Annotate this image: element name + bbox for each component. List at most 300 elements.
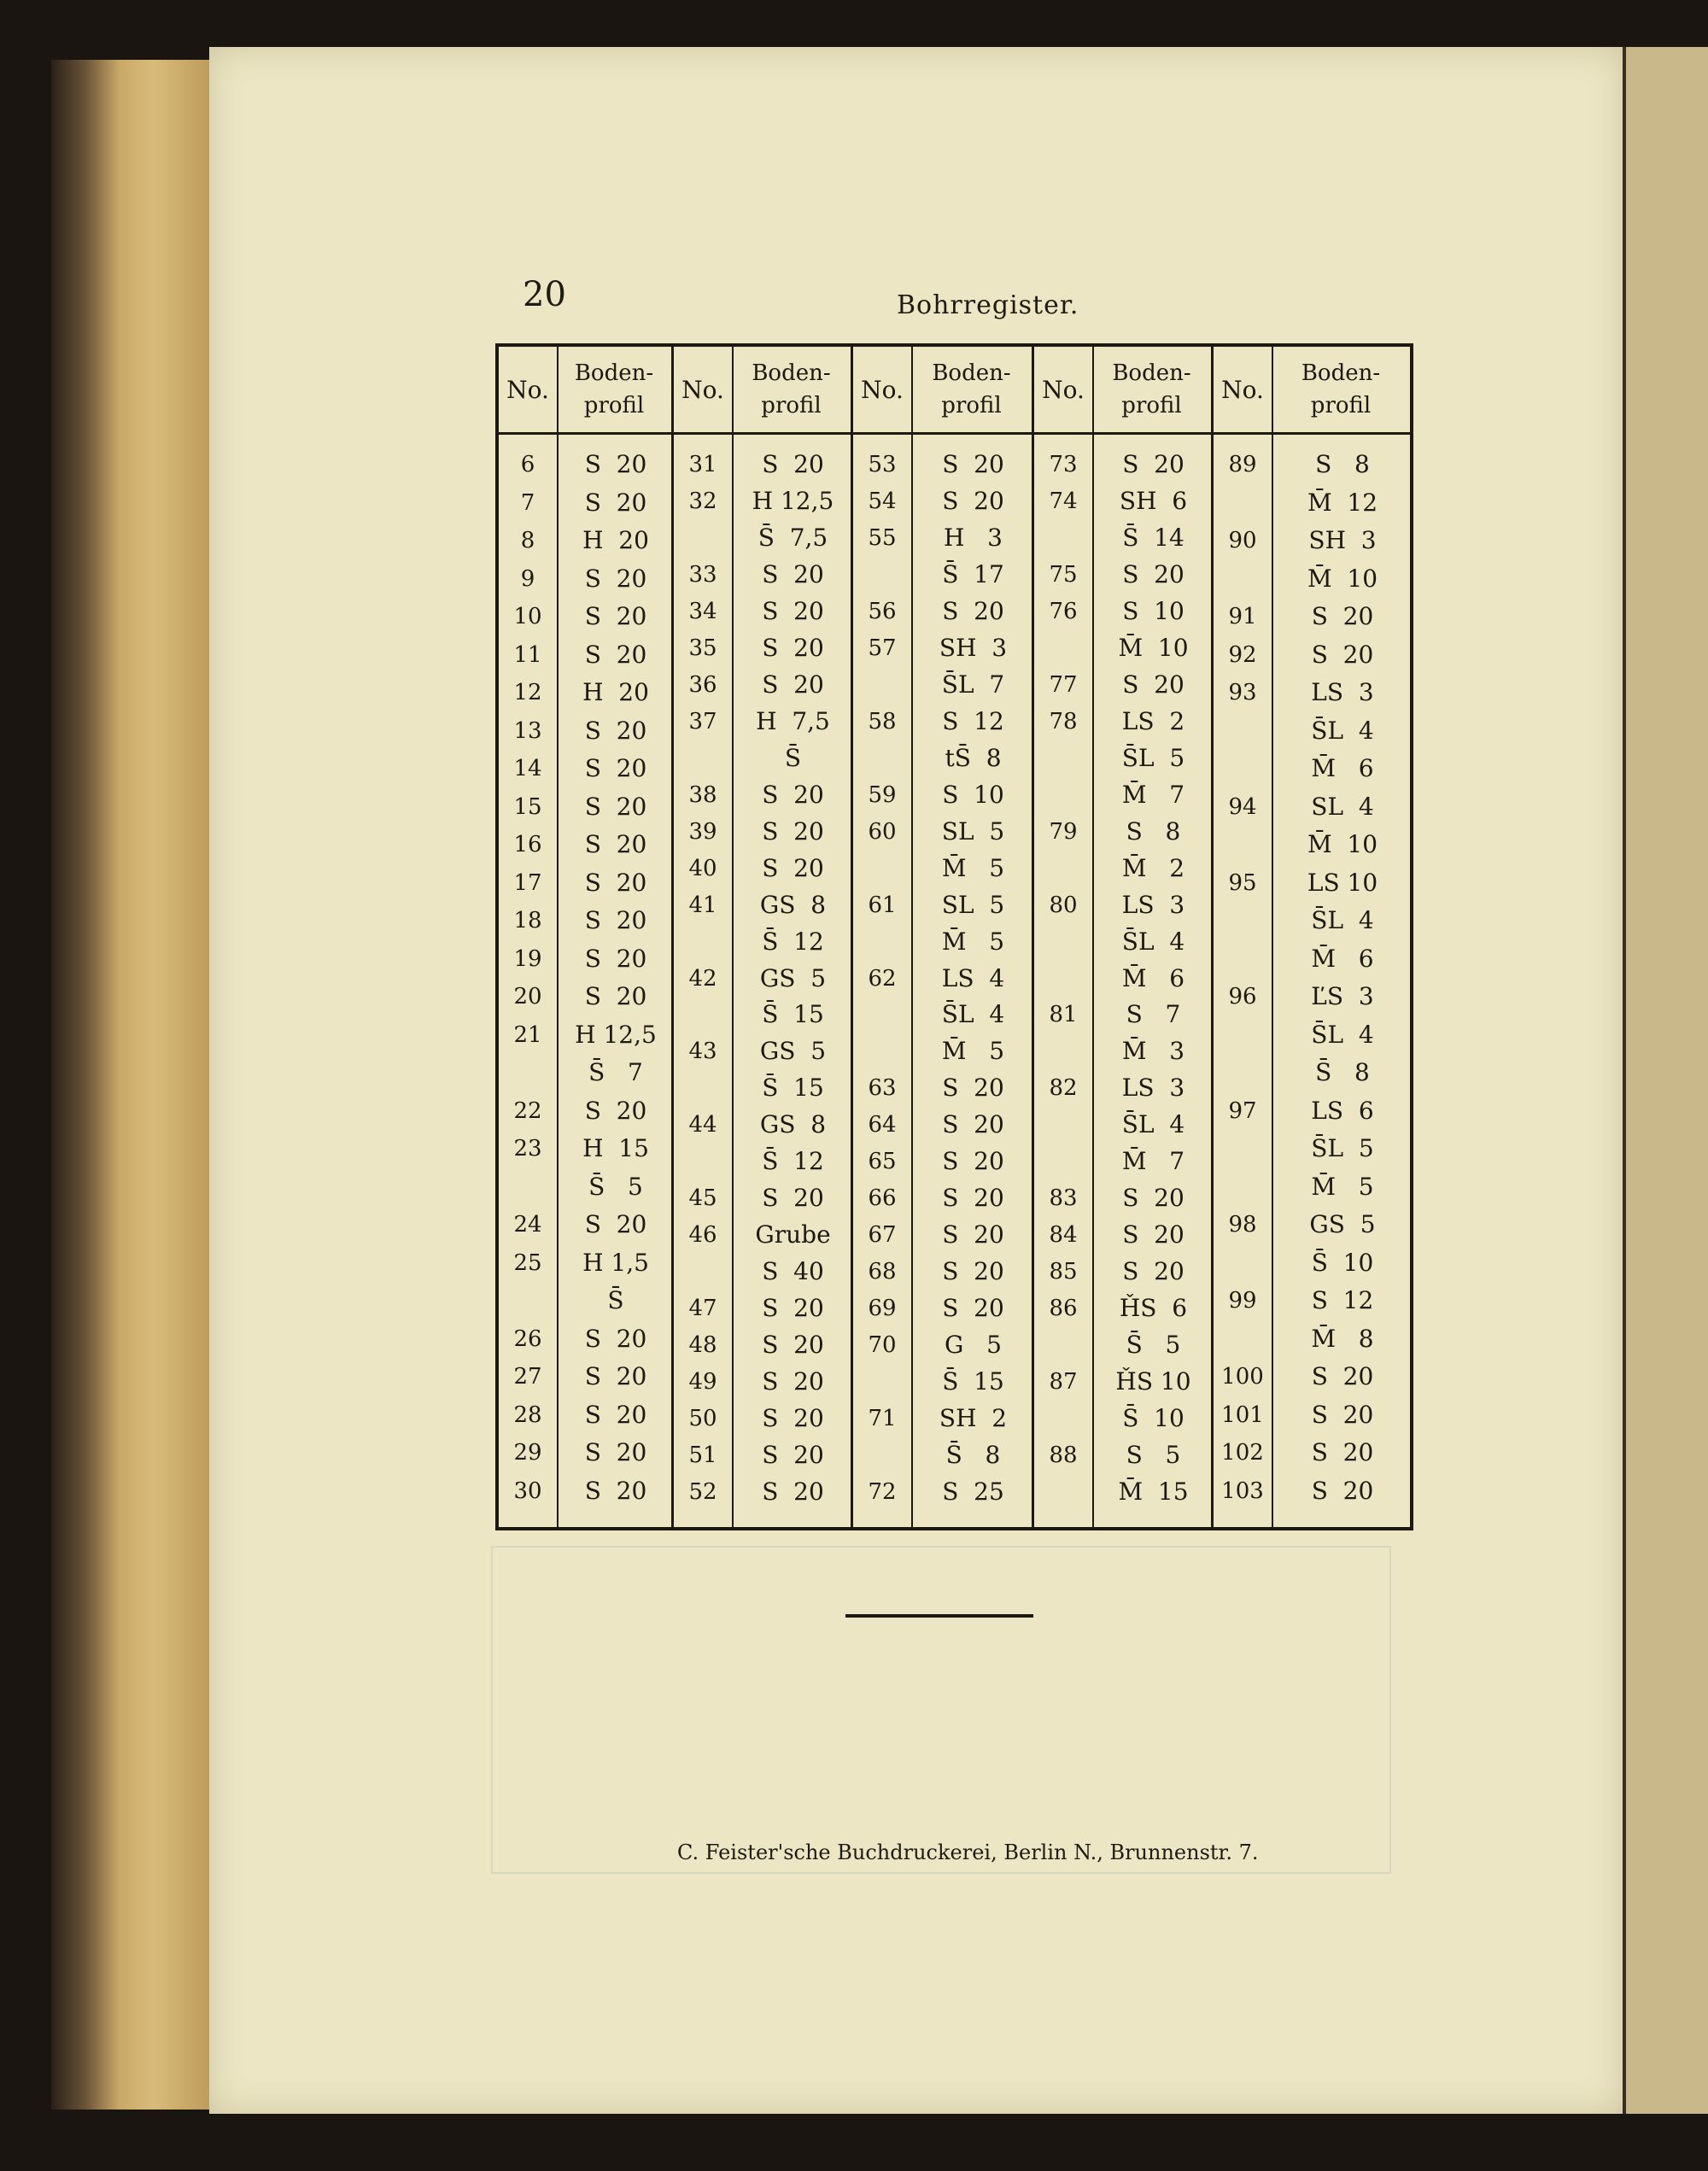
table-row bbox=[499, 1094, 671, 1128]
column-group-2 bbox=[674, 347, 853, 1527]
row-number: 92 bbox=[1228, 641, 1257, 668]
page-number: 20 bbox=[523, 275, 566, 314]
table-row bbox=[1034, 998, 1211, 1032]
soil-profile-value: S 20 bbox=[584, 830, 647, 858]
header-bodenprofil bbox=[1092, 347, 1211, 432]
row-number: 76 bbox=[1049, 598, 1078, 624]
soil-profile-value: S̄ 7 bbox=[588, 1058, 643, 1086]
row-number: 102 bbox=[1221, 1440, 1264, 1466]
facing-page-edge bbox=[1623, 47, 1708, 2114]
header-no: No. bbox=[1034, 347, 1094, 432]
table-row bbox=[853, 741, 1032, 775]
row-number: 77 bbox=[1049, 671, 1078, 698]
soil-profile-value: S 20 bbox=[584, 792, 647, 821]
soil-profile-value: H 1,5 bbox=[582, 1248, 649, 1277]
row-number: 23 bbox=[513, 1136, 542, 1162]
row-number: 30 bbox=[513, 1478, 542, 1504]
row-number: 21 bbox=[513, 1021, 542, 1048]
table-row bbox=[853, 1255, 1032, 1289]
column-header bbox=[1214, 347, 1410, 435]
table-row bbox=[853, 1291, 1032, 1325]
table-row bbox=[674, 1255, 851, 1289]
soil-profile-value: S̄ 8 bbox=[1315, 1058, 1370, 1086]
row-number: 34 bbox=[688, 598, 717, 624]
header-no: No. bbox=[1214, 347, 1273, 432]
row-number: 79 bbox=[1049, 818, 1078, 845]
soil-profile-value: SL 5 bbox=[941, 816, 1005, 846]
soil-profile-value: SH 6 bbox=[1119, 486, 1188, 515]
soil-profile-value: S 20 bbox=[584, 564, 647, 593]
soil-profile-value: S 20 bbox=[762, 559, 824, 588]
row-number: 86 bbox=[1049, 1296, 1078, 1322]
soil-profile-value: S 20 bbox=[584, 944, 647, 973]
soil-profile-value: M̄ 5 bbox=[1311, 1172, 1374, 1201]
table-row bbox=[853, 668, 1032, 702]
header-bodenprofil-line1: Boden- bbox=[574, 360, 654, 386]
row-number: 74 bbox=[1049, 488, 1078, 514]
soil-profile-value: S 20 bbox=[942, 596, 1004, 625]
row-number: 56 bbox=[868, 598, 897, 624]
soil-profile-value: S̄ 10 bbox=[1311, 1248, 1374, 1277]
soil-profile-value: S 20 bbox=[584, 450, 647, 478]
row-number: 95 bbox=[1228, 869, 1257, 896]
soil-profile-value: M̄ 10 bbox=[1307, 830, 1378, 858]
soil-profile-value: M̄ 3 bbox=[1121, 1037, 1185, 1066]
soil-profile-value: S 20 bbox=[762, 1441, 824, 1470]
table-row bbox=[1214, 980, 1410, 1014]
soil-profile-value: S 20 bbox=[1122, 1257, 1184, 1286]
soil-profile-value: S̄L 4 bbox=[1121, 927, 1185, 956]
header-no: No. bbox=[499, 347, 559, 432]
table-row bbox=[674, 1291, 851, 1325]
table-row bbox=[1214, 562, 1410, 596]
table-row bbox=[499, 1208, 671, 1242]
table-row bbox=[674, 925, 851, 959]
soil-profile-value: S 20 bbox=[584, 1210, 647, 1238]
table-row bbox=[1034, 558, 1211, 592]
table-row bbox=[1034, 888, 1211, 922]
table-row bbox=[1214, 638, 1410, 672]
soil-profile-value: H 12,5 bbox=[752, 486, 834, 515]
row-number: 59 bbox=[868, 781, 897, 808]
soil-profile-value: M̄ 6 bbox=[1311, 944, 1374, 973]
table-row bbox=[674, 594, 851, 629]
row-number: 42 bbox=[688, 965, 717, 992]
row-number: 68 bbox=[868, 1259, 897, 1285]
header-bodenprofil bbox=[557, 347, 671, 432]
table-row bbox=[499, 1360, 671, 1394]
soil-profile-value: S̄ 15 bbox=[762, 1074, 824, 1103]
table-row bbox=[853, 1365, 1032, 1399]
row-number: 60 bbox=[868, 818, 897, 845]
table-row bbox=[499, 1132, 671, 1166]
row-number: 103 bbox=[1221, 1478, 1264, 1504]
soil-profile-value: M̄ 5 bbox=[941, 1037, 1005, 1066]
row-number: 15 bbox=[513, 793, 542, 820]
row-number: 62 bbox=[868, 965, 897, 992]
row-number: 91 bbox=[1228, 604, 1257, 629]
row-number: 78 bbox=[1049, 708, 1078, 734]
table-row bbox=[1034, 1144, 1211, 1179]
header-bodenprofil-line2: profil bbox=[1310, 393, 1372, 418]
soil-profile-value: S 40 bbox=[762, 1257, 824, 1286]
table-row bbox=[1034, 521, 1211, 555]
table-row bbox=[1214, 1284, 1410, 1318]
table-row bbox=[499, 524, 671, 558]
table-row bbox=[499, 1322, 671, 1356]
table-row bbox=[853, 631, 1032, 665]
soil-profile-value: S 8 bbox=[1126, 816, 1181, 846]
header-bodenprofil-line2: profil bbox=[1121, 393, 1182, 418]
soil-profile-value: ĽS 3 bbox=[1311, 982, 1374, 1010]
soil-profile-value: S̄L 4 bbox=[1121, 1110, 1185, 1139]
header-bodenprofil-line2: profil bbox=[941, 393, 1002, 418]
table-row bbox=[674, 1218, 851, 1252]
row-number: 27 bbox=[513, 1364, 542, 1390]
row-number: 17 bbox=[513, 869, 542, 896]
table-row bbox=[1214, 942, 1410, 976]
column-header bbox=[674, 347, 851, 435]
header-bodenprofil-line1: Boden- bbox=[752, 360, 831, 386]
soil-profile-value: GS 8 bbox=[759, 890, 827, 919]
table-row bbox=[853, 962, 1032, 996]
row-number: 41 bbox=[688, 892, 717, 918]
soil-profile-value: S 20 bbox=[762, 853, 824, 882]
row-number: 61 bbox=[868, 892, 897, 918]
soil-profile-value: S 7 bbox=[1126, 1000, 1181, 1029]
soil-profile-value: SH 3 bbox=[1308, 526, 1377, 554]
column-group-4 bbox=[1034, 347, 1214, 1527]
table-row bbox=[499, 600, 671, 634]
soil-profile-value: SH 3 bbox=[939, 633, 1008, 662]
soil-profile-value: SH 2 bbox=[939, 1404, 1008, 1433]
soil-profile-value: S̄L 4 bbox=[1311, 716, 1374, 745]
table-row bbox=[1034, 705, 1211, 739]
table-row bbox=[674, 1475, 851, 1509]
soil-profile-value: S 20 bbox=[584, 488, 647, 517]
table-row bbox=[853, 1181, 1032, 1215]
row-number: 97 bbox=[1228, 1097, 1257, 1124]
table-row bbox=[499, 1398, 671, 1432]
row-number: 16 bbox=[513, 832, 542, 857]
table-row bbox=[499, 904, 671, 938]
soil-profile-value: H 15 bbox=[582, 1134, 649, 1162]
soil-profile-value: S 20 bbox=[1311, 640, 1374, 669]
table-row bbox=[1214, 1398, 1410, 1432]
soil-profile-value: S 10 bbox=[1122, 596, 1184, 625]
table-row bbox=[674, 705, 851, 739]
table-row bbox=[1214, 904, 1410, 938]
row-number: 82 bbox=[1049, 1075, 1078, 1102]
table-row bbox=[499, 1284, 671, 1318]
soil-profile-value: H 7,5 bbox=[756, 706, 830, 735]
soil-profile-value: M̄ 6 bbox=[1121, 963, 1185, 992]
soil-profile-value: S 20 bbox=[584, 1400, 647, 1429]
table-row bbox=[1214, 1360, 1410, 1394]
table-row bbox=[499, 1436, 671, 1470]
table-row bbox=[674, 1438, 851, 1472]
header-no: No. bbox=[674, 347, 734, 432]
table-row bbox=[1034, 1108, 1211, 1142]
table-row bbox=[1214, 1132, 1410, 1166]
row-number: 48 bbox=[688, 1332, 717, 1359]
table-row bbox=[499, 980, 671, 1014]
row-number: 11 bbox=[513, 641, 542, 668]
row-number: 29 bbox=[513, 1440, 542, 1466]
table-row bbox=[1214, 486, 1410, 520]
table-row bbox=[499, 790, 671, 824]
table-row bbox=[499, 676, 671, 710]
soil-profile-value: S̄ 5 bbox=[1126, 1331, 1181, 1360]
table-row bbox=[1034, 1255, 1211, 1289]
table-row bbox=[1034, 925, 1211, 959]
row-number: 73 bbox=[1049, 452, 1078, 477]
header-bodenprofil-line2: profil bbox=[761, 393, 822, 418]
row-number: 24 bbox=[513, 1212, 542, 1238]
table-row bbox=[1214, 524, 1410, 558]
row-number: 101 bbox=[1221, 1401, 1264, 1428]
table-row bbox=[1034, 1291, 1211, 1325]
soil-profile-value: S̄ 10 bbox=[1122, 1404, 1184, 1433]
row-number: 69 bbox=[868, 1296, 897, 1322]
table-row bbox=[1034, 631, 1211, 665]
table-row bbox=[1214, 1322, 1410, 1356]
soil-profile-value: M̄ 2 bbox=[1121, 853, 1185, 882]
table-row bbox=[1214, 752, 1410, 786]
row-number: 65 bbox=[868, 1149, 897, 1175]
row-number: 98 bbox=[1228, 1212, 1257, 1238]
soil-profile-value: S 20 bbox=[584, 1362, 647, 1390]
table-row bbox=[674, 1144, 851, 1179]
table-row bbox=[853, 998, 1032, 1032]
table-row bbox=[853, 1034, 1032, 1068]
soil-profile-value: S 20 bbox=[584, 1438, 647, 1466]
soil-profile-value: SL 5 bbox=[941, 890, 1005, 919]
table-row bbox=[1214, 714, 1410, 748]
table-row bbox=[499, 638, 671, 672]
soil-profile-value: LS 10 bbox=[1307, 868, 1378, 897]
soil-profile-value: S 20 bbox=[942, 486, 1004, 515]
soil-profile-value: S 20 bbox=[1122, 1220, 1184, 1249]
closing-rule bbox=[845, 1614, 1033, 1618]
row-number: 64 bbox=[868, 1112, 897, 1138]
table-row bbox=[853, 778, 1032, 812]
soil-profile-value: S̄ 14 bbox=[1122, 523, 1184, 552]
table-row bbox=[853, 1328, 1032, 1362]
row-number: 35 bbox=[688, 635, 717, 661]
table-row bbox=[853, 1144, 1032, 1179]
soil-profile-value: M̄ 7 bbox=[1121, 780, 1185, 809]
header-bodenprofil bbox=[911, 347, 1032, 432]
soil-profile-value: S 20 bbox=[762, 1294, 824, 1323]
soil-profile-value: S 20 bbox=[1122, 670, 1184, 699]
row-number: 20 bbox=[513, 984, 542, 1009]
table-row bbox=[853, 558, 1032, 592]
table-row bbox=[1214, 1170, 1410, 1204]
table-row bbox=[1034, 1401, 1211, 1436]
soil-profile-value: Grube bbox=[755, 1220, 831, 1249]
column-group-3 bbox=[853, 347, 1034, 1527]
table-row bbox=[674, 778, 851, 812]
row-number: 72 bbox=[868, 1479, 897, 1506]
header-bodenprofil bbox=[1272, 347, 1410, 432]
soil-profile-value: S 20 bbox=[762, 670, 824, 699]
soil-profile-value: S 20 bbox=[584, 1324, 647, 1353]
row-number: 94 bbox=[1228, 793, 1257, 820]
table-row bbox=[853, 815, 1032, 849]
soil-profile-value: S 20 bbox=[584, 640, 647, 669]
soil-profile-value: M̄ 10 bbox=[1118, 633, 1189, 662]
table-row bbox=[1214, 448, 1410, 482]
soil-profile-value: S̄ 15 bbox=[762, 1000, 824, 1029]
soil-profile-value: S̄ 15 bbox=[942, 1367, 1004, 1396]
table-row bbox=[1034, 815, 1211, 849]
soil-profile-value: H 20 bbox=[582, 526, 649, 554]
row-number: 89 bbox=[1228, 452, 1257, 477]
table-row bbox=[499, 714, 671, 748]
table-row bbox=[499, 1474, 671, 1508]
table-row bbox=[674, 1181, 851, 1215]
table-row bbox=[499, 752, 671, 786]
soil-profile-value: S 10 bbox=[942, 780, 1004, 809]
soil-profile-value: GS 5 bbox=[759, 963, 827, 992]
table-row bbox=[499, 1018, 671, 1052]
soil-profile-value: M̄ 10 bbox=[1307, 564, 1378, 593]
soil-profile-value: S 20 bbox=[584, 1476, 647, 1505]
row-number: 28 bbox=[513, 1401, 542, 1428]
soil-profile-value: S 25 bbox=[942, 1478, 1004, 1507]
table-row bbox=[1034, 484, 1211, 518]
table-row bbox=[674, 1071, 851, 1105]
row-number: 9 bbox=[520, 565, 535, 592]
soil-profile-value: S̄ bbox=[607, 1286, 624, 1314]
row-number: 45 bbox=[688, 1185, 717, 1212]
row-number: 88 bbox=[1049, 1442, 1078, 1469]
header-bodenprofil-line2: profil bbox=[583, 393, 645, 418]
soil-profile-value: ȞS 10 bbox=[1115, 1367, 1191, 1396]
soil-profile-value: S 20 bbox=[762, 1331, 824, 1360]
row-number: 58 bbox=[868, 708, 897, 734]
row-number: 49 bbox=[688, 1369, 717, 1396]
table-row bbox=[1034, 1438, 1211, 1472]
table-row bbox=[499, 1056, 671, 1090]
soil-profile-value: H 20 bbox=[582, 678, 649, 706]
table-row bbox=[1214, 1208, 1410, 1242]
soil-profile-value: S 20 bbox=[584, 906, 647, 934]
table-row bbox=[1034, 448, 1211, 482]
soil-profile-value: S 20 bbox=[942, 1220, 1004, 1249]
soil-profile-value: S 20 bbox=[762, 1184, 824, 1213]
row-number: 26 bbox=[513, 1325, 542, 1352]
row-number: 25 bbox=[513, 1249, 542, 1276]
row-number: 57 bbox=[868, 635, 897, 661]
table-row bbox=[1214, 866, 1410, 900]
table-row bbox=[1214, 1094, 1410, 1128]
table-row bbox=[853, 1475, 1032, 1509]
soil-profile-value: M̄ 6 bbox=[1311, 754, 1374, 782]
table-row bbox=[674, 851, 851, 886]
soil-profile-value: S̄ 8 bbox=[945, 1441, 1001, 1470]
table-row bbox=[853, 925, 1032, 959]
soil-profile-value: S 20 bbox=[584, 716, 647, 745]
header-bodenprofil-line1: Boden- bbox=[1301, 360, 1381, 386]
table-row bbox=[499, 866, 671, 900]
header-bodenprofil-line1: Boden- bbox=[1112, 360, 1191, 386]
table-row bbox=[1034, 668, 1211, 702]
table-row bbox=[1034, 741, 1211, 775]
table-row bbox=[853, 1108, 1032, 1142]
row-number: 43 bbox=[688, 1039, 717, 1065]
row-number: 84 bbox=[1049, 1222, 1078, 1249]
soil-profile-value: S̄ bbox=[784, 743, 802, 772]
row-number: 33 bbox=[688, 561, 717, 588]
table-row bbox=[674, 1365, 851, 1399]
soil-profile-value: S̄L 5 bbox=[1121, 743, 1185, 772]
row-number: 75 bbox=[1049, 561, 1078, 588]
soil-profile-value: LS 3 bbox=[1121, 890, 1185, 919]
table-row bbox=[853, 1401, 1032, 1436]
table-row bbox=[499, 942, 671, 976]
table-row bbox=[853, 888, 1032, 922]
table-row bbox=[674, 521, 851, 555]
row-number: 13 bbox=[513, 717, 542, 744]
row-number: 55 bbox=[868, 524, 897, 551]
table-row bbox=[674, 484, 851, 518]
column-header bbox=[853, 347, 1032, 435]
soil-profile-value: S 20 bbox=[762, 816, 824, 846]
row-number: 6 bbox=[520, 452, 535, 477]
soil-profile-value: S 20 bbox=[762, 1478, 824, 1507]
soil-profile-value: GS 5 bbox=[1309, 1210, 1376, 1238]
soil-profile-value: S 12 bbox=[942, 706, 1004, 735]
table-row bbox=[499, 562, 671, 596]
header-no: No. bbox=[853, 347, 913, 432]
table-row bbox=[853, 521, 1032, 555]
soil-profile-value: S 20 bbox=[584, 868, 647, 897]
table-row bbox=[1034, 1475, 1211, 1509]
row-number: 32 bbox=[688, 488, 717, 514]
table-row bbox=[1034, 1034, 1211, 1068]
book-page-edges bbox=[51, 60, 222, 2110]
row-number: 18 bbox=[513, 908, 542, 933]
soil-profile-value: GS 5 bbox=[759, 1037, 827, 1066]
soil-profile-value: S 20 bbox=[942, 1074, 1004, 1103]
table-row bbox=[1034, 1071, 1211, 1105]
soil-profile-value: S 20 bbox=[1122, 1184, 1184, 1213]
table-row bbox=[499, 448, 671, 482]
row-number: 93 bbox=[1228, 680, 1257, 705]
soil-profile-value: S 20 bbox=[762, 780, 824, 809]
soil-profile-value: S 20 bbox=[1311, 1476, 1374, 1505]
soil-profile-value: S 20 bbox=[584, 982, 647, 1010]
soil-profile-value: M̄ 5 bbox=[941, 927, 1005, 956]
soil-profile-value: S 8 bbox=[1315, 450, 1370, 478]
soil-profile-value: S 20 bbox=[762, 1404, 824, 1433]
row-number: 8 bbox=[520, 528, 535, 553]
row-number: 90 bbox=[1228, 528, 1257, 553]
soil-profile-value: M̄ 7 bbox=[1121, 1147, 1185, 1176]
soil-profile-value: S̄L 4 bbox=[941, 1000, 1005, 1029]
soil-profile-value: S 20 bbox=[762, 633, 824, 662]
table-row bbox=[853, 1438, 1032, 1472]
soil-profile-value: S 20 bbox=[1311, 1400, 1374, 1429]
show-through-table bbox=[491, 1546, 1391, 1874]
soil-profile-value: S 20 bbox=[1311, 1438, 1374, 1466]
column-header bbox=[499, 347, 671, 435]
row-number: 99 bbox=[1228, 1288, 1257, 1314]
row-number: 14 bbox=[513, 756, 542, 781]
table-row bbox=[499, 486, 671, 520]
